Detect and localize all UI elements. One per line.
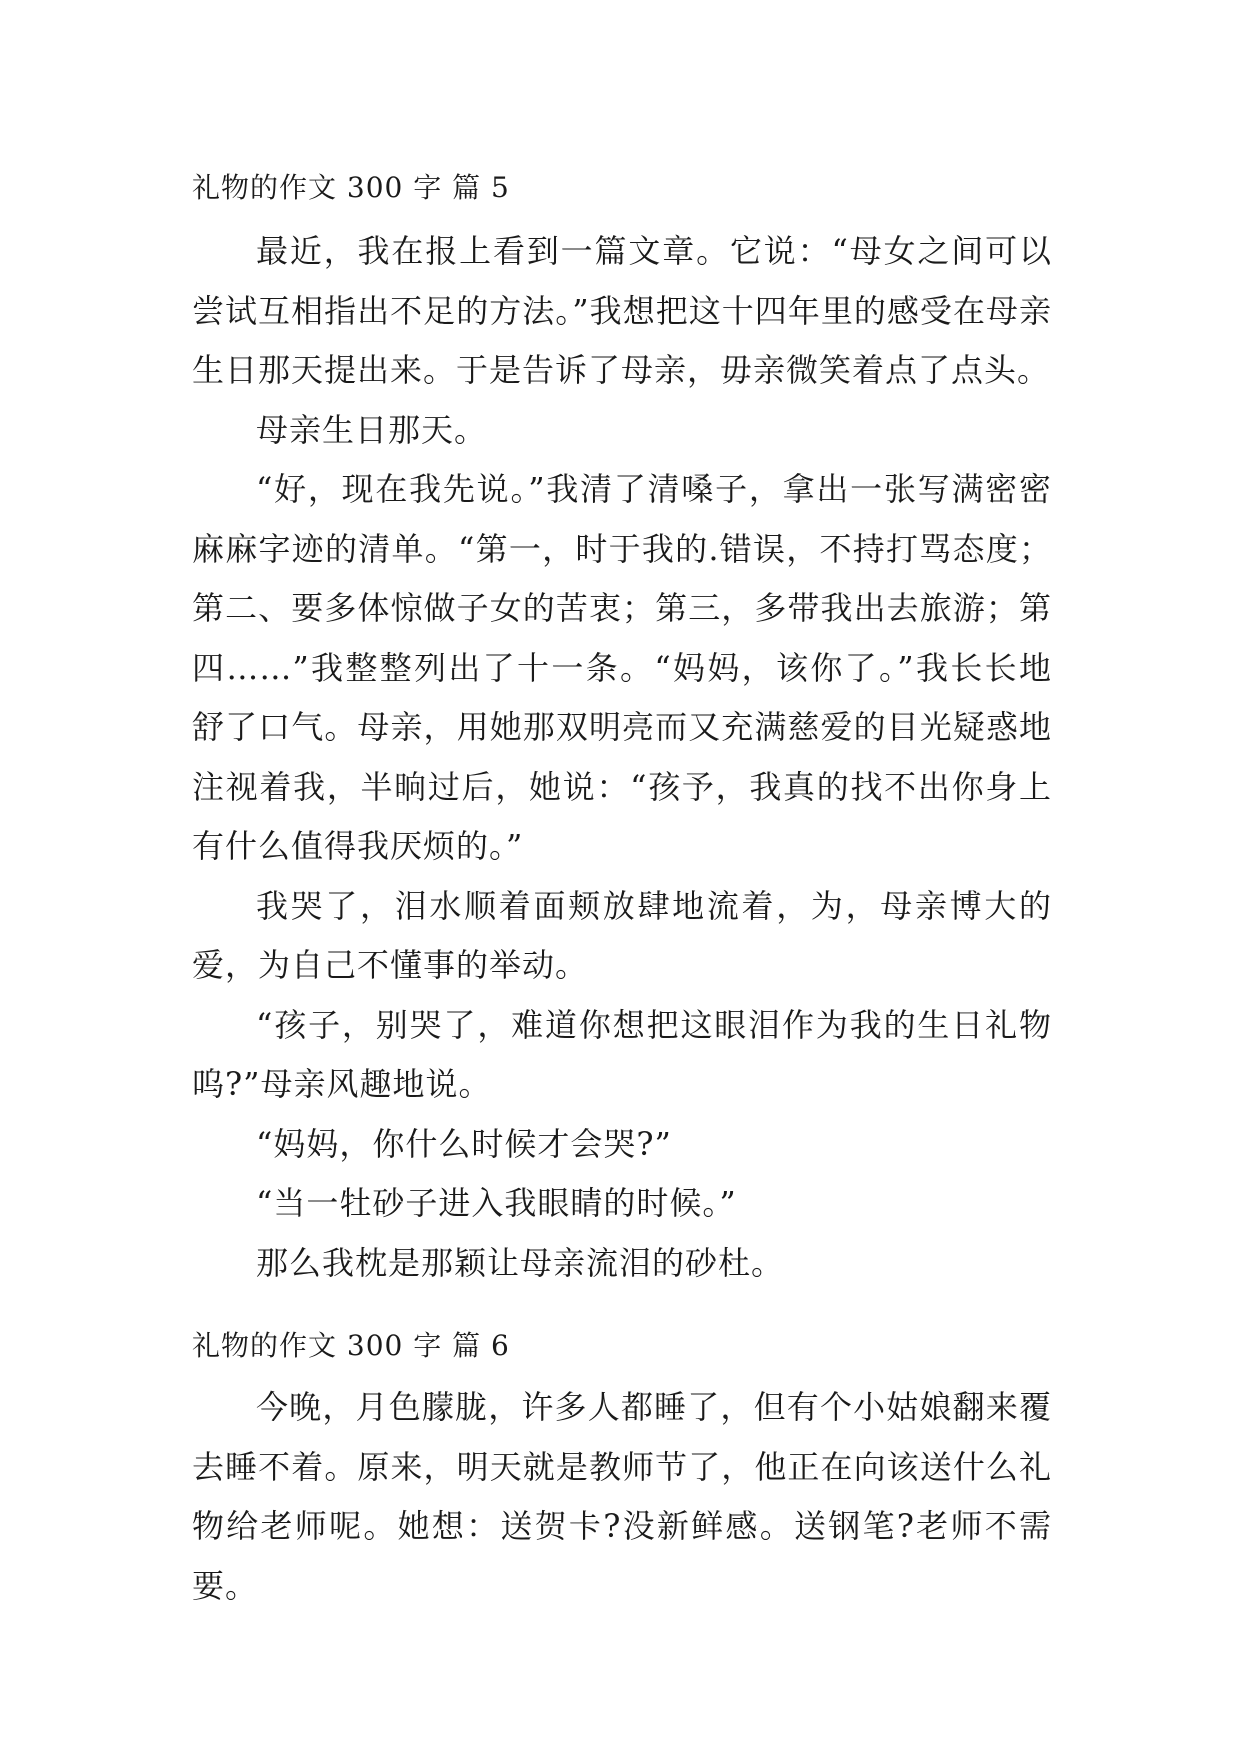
paragraph: “妈妈，你什么时候才会哭?”	[256, 1124, 672, 1163]
paragraph: “好，现在我先说。”我清了清嗓子，拿出一张写满密密麻麻字迹的清单。“第一，时于我的.错误，不持打骂态度；第二、要多体惊做子女的苦衷；第三，多带我出去旅游；第四……”我整整列出了十一条。“妈妈，该你了。”我长长地舒了口气。母亲，用她那双明亮而又充满慈爱的目光疑惑地注视着我，半晌过后，她说：“孩予，我真的找不出你身上有什么值得我厌烦的。”	[192, 470, 1052, 865]
essay-section-6	[192, 1326, 1052, 1616]
paragraph: 今晚，月色朦胧，许多人都睡了，但有个小姑娘翻来覆去睡不着。原来，明天就是教师节了，他正在向该送什么礼物给老师呢。她想：送贺卡?没新鲜感。送钢笔?老师不需要。	[192, 1388, 1052, 1605]
paragraph: 我哭了，泪水顺着面颊放肆地流着，为，母亲博大的爱，为自己不懂事的举动。	[192, 886, 1052, 984]
essay-section-5	[192, 168, 1052, 1293]
paragraph: 母亲生日那天。	[256, 410, 488, 449]
paragraph: “孩子，别哭了，难道你想把这眼泪作为我的生日礼物呜?”母亲风趣地说。	[192, 1005, 1052, 1103]
paragraph: “当一牡砂子进入我眼睛的时候。”	[256, 1184, 737, 1222]
section-title: 礼物的作文 300 字 篇 5	[192, 171, 510, 204]
paragraph: 最近，我在报上看到一篇文章。它说：“母女之间可以尝试互相指出不足的方法。”我想把这十四年里的感受在母亲生日那天提出来。于是告诉了母亲，毋亲微笑着点了点头。	[192, 232, 1052, 389]
paragraph: 那么我枕是那颖让母亲流泪的砂杜。	[256, 1243, 785, 1282]
section-title: 礼物的作文 300 字 篇 6	[192, 1329, 510, 1362]
